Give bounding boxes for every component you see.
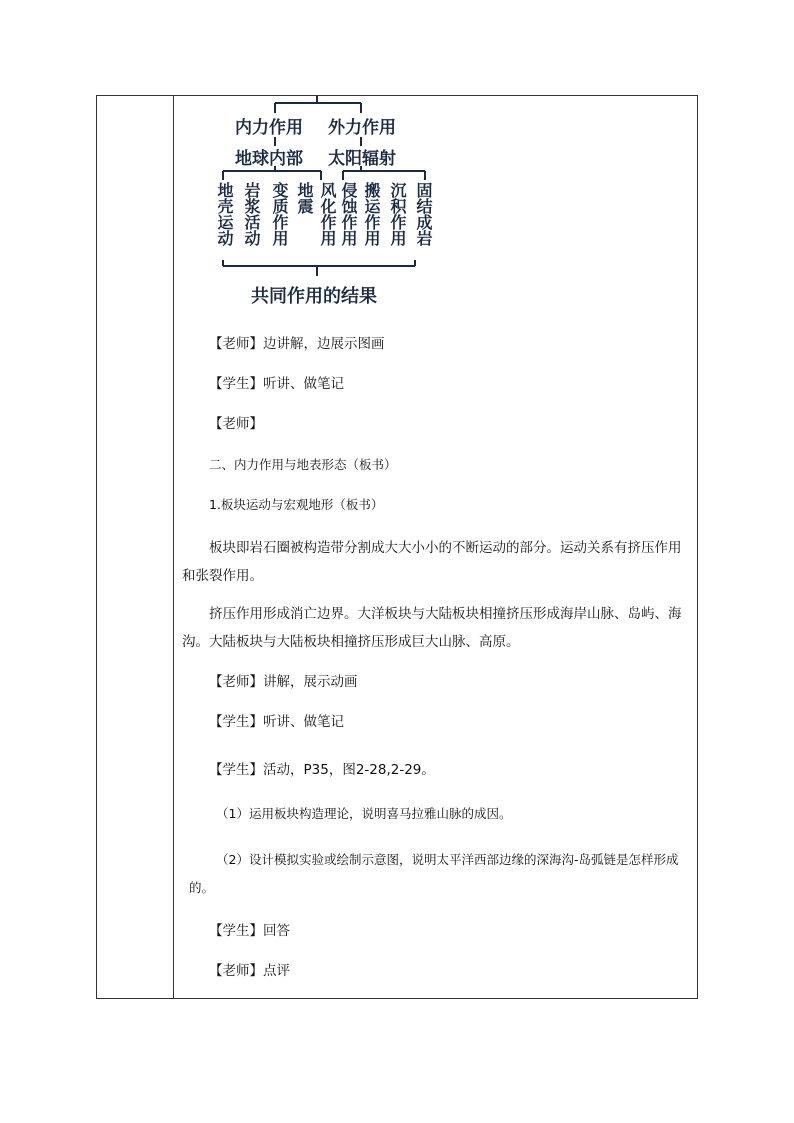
paragraph-plate-definition: 板块即岩石圈被构造带分割成大大小小的不断运动的部分。运动关系有挤压作用和张裂作用。 — [182, 540, 682, 584]
lesson-table — [96, 95, 698, 999]
paragraph-teacher-review: 【老师】点评 — [209, 963, 290, 979]
column-deposition: 沉积作用 — [388, 182, 407, 246]
paragraph-student-1: 【学生】听讲、做笔记 — [209, 376, 344, 392]
column-metamorphism: 变质作用 — [270, 182, 289, 246]
column-weathering: 风化作用 — [318, 182, 337, 246]
paragraph-teacher-1: 【老师】边讲解，边展示图画 — [209, 336, 385, 352]
left-column — [97, 96, 174, 998]
subsection-heading: 1.板块运动与宏观地形（板书） — [209, 497, 384, 512]
question-2: （2）设计模拟实验或绘制示意图，说明太平洋西部边缘的深海沟-岛弧链是怎样形成的。 — [189, 852, 679, 895]
column-transport: 搬运作用 — [362, 182, 381, 246]
column-lithification: 固结成岩 — [414, 182, 433, 246]
paragraph-student-answer: 【学生】回答 — [209, 923, 290, 939]
section-heading: 二、内力作用与地表形态（板书） — [209, 457, 397, 472]
inner-force-label: 内力作用 — [235, 118, 303, 138]
paragraph-teacher-2: 【老师】 — [209, 416, 263, 432]
diagram-result-label: 共同作用的结果 — [251, 286, 377, 307]
geology-diagram — [213, 96, 473, 306]
outer-force-label: 外力作用 — [328, 118, 396, 138]
paragraph-compression: 挤压作用形成消亡边界。大洋板块与大陆板块相撞挤压形成海岸山脉、岛屿、海沟。大陆板块与大陆板块相撞挤压形成巨大山脉、高原。 — [182, 606, 682, 650]
column-crustal-movement: 地壳运动 — [215, 182, 234, 246]
inner-source-label: 地球内部 — [235, 149, 303, 169]
outer-source-label: 太阳辐射 — [328, 149, 396, 169]
column-magma-activity: 岩浆活动 — [242, 182, 261, 246]
paragraph-teacher-3: 【老师】讲解，展示动画 — [209, 674, 358, 690]
column-erosion: 侵蚀作用 — [339, 182, 358, 246]
question-1: （1）运用板块构造理论，说明喜马拉雅山脉的成因。 — [216, 806, 512, 821]
paragraph-student-activity: 【学生】活动，P35，图2-28,2-29。 — [209, 762, 435, 778]
paragraph-student-2: 【学生】听讲、做笔记 — [209, 714, 344, 730]
column-earthquake: 地震 — [295, 182, 314, 214]
